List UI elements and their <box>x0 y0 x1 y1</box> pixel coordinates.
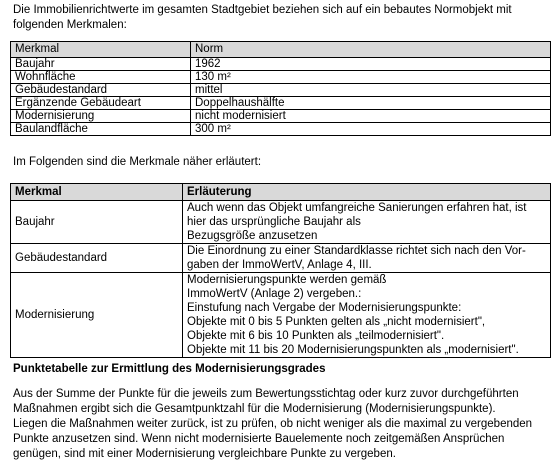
table-cell: Modernisierung <box>11 110 191 123</box>
cell-line: Einstufung nach Vergabe der Modernisierungspunkte: <box>187 302 462 314</box>
table-row <box>11 84 551 97</box>
table-row <box>11 273 551 358</box>
table-cell-text <box>183 244 551 273</box>
column-header: Erläuterung <box>183 184 551 201</box>
table-row <box>11 58 551 71</box>
table-row <box>11 97 551 110</box>
body-line: Liegen die Maßnahmen weiter zurück, ist zu prüfen, ob nicht weniger als die maximal zu vergebenden <box>13 418 533 430</box>
table-cell: nicht modernisiert <box>191 110 551 123</box>
cell-line: Die Einordnung zu einer Standardklasse richtet sich nach den Vor- <box>187 245 526 257</box>
intro-line: Die Immobilienrichtwerte im gesamten Stadtgebiet beziehen sich auf ein bebautes Normobjekt mit <box>13 4 512 16</box>
table-row <box>11 71 551 84</box>
body-paragraph <box>13 387 532 462</box>
explanation-table <box>10 183 551 358</box>
table-cell: Ergänzende Gebäudeart <box>11 97 191 110</box>
section-heading: Punktetabelle zur Ermittlung des Modernisierungsgrades <box>13 363 326 375</box>
cell-line: Objekte mit 0 bis 5 Punkten gelten als „nicht modernisiert", <box>187 316 486 328</box>
cell-line: Objekte mit 11 bis 20 Modernisierungspunkten als „modernisiert". <box>187 344 519 356</box>
cell-line: gaben der ImmoWertV, Anlage 4, III. <box>187 259 372 271</box>
table-cell: Doppelhaushälfte <box>191 97 551 110</box>
table-cell-label: Baujahr <box>11 201 183 244</box>
table-header-row <box>11 42 551 58</box>
table-cell: 1962 <box>191 58 551 71</box>
table-cell: mittel <box>191 84 551 97</box>
column-header: Norm <box>191 42 551 58</box>
table-cell: Baulandfläche <box>11 123 191 136</box>
body-line: Maßnahmen ergibt sich die Gesamtpunktzahl für die Modernisierung (Modernisierungspunkte). <box>13 403 496 415</box>
body-line: genügen, sind mit einer Modernisierung vergleichbare Punkte zu vergeben. <box>13 448 396 460</box>
intro-paragraph <box>13 3 512 33</box>
table-cell-text <box>183 273 551 358</box>
table-cell-label: Modernisierung <box>11 273 183 358</box>
cell-line: hier das ursprüngliche Baujahr als <box>187 216 361 228</box>
table-row <box>11 201 551 244</box>
table-cell-text <box>183 201 551 244</box>
table-cell: Gebäudestandard <box>11 84 191 97</box>
table-row <box>11 110 551 123</box>
cell-line: Bezugsgröße anzusetzen <box>187 230 318 242</box>
table-header-row <box>11 184 551 201</box>
cell-line: Modernisierungspunkte werden gemäß <box>187 274 387 286</box>
table-cell: Baujahr <box>11 58 191 71</box>
table-row <box>11 244 551 273</box>
norm-table <box>10 41 551 136</box>
column-header: Merkmal <box>11 42 191 58</box>
intro2-paragraph: Im Folgenden sind die Merkmale näher erläutert: <box>13 156 262 168</box>
table-row <box>11 123 551 136</box>
intro-line: folgenden Merkmalen: <box>13 19 127 31</box>
cell-line: ImmoWertV (Anlage 2) vergeben.: <box>187 288 362 300</box>
table-cell: 130 m² <box>191 71 551 84</box>
column-header: Merkmal <box>11 184 183 201</box>
body-line: Aus der Summe der Punkte für die jeweils zum Bewertungsstichtag oder kurz zuvor durchgeführten <box>13 388 519 400</box>
table-cell: Wohnfläche <box>11 71 191 84</box>
table-cell-label: Gebäudestandard <box>11 244 183 273</box>
cell-line: Objekte mit 6 bis 10 Punkten als „teilmodernisiert". <box>187 330 445 342</box>
table-cell: 300 m² <box>191 123 551 136</box>
cell-line: Auch wenn das Objekt umfangreiche Sanierungen erfahren hat, ist <box>187 202 527 214</box>
body-line: Punkte anzusetzen sind. Wenn nicht modernisierte Bauelemente noch zeitgemäßen Ansprüchen <box>13 433 505 445</box>
